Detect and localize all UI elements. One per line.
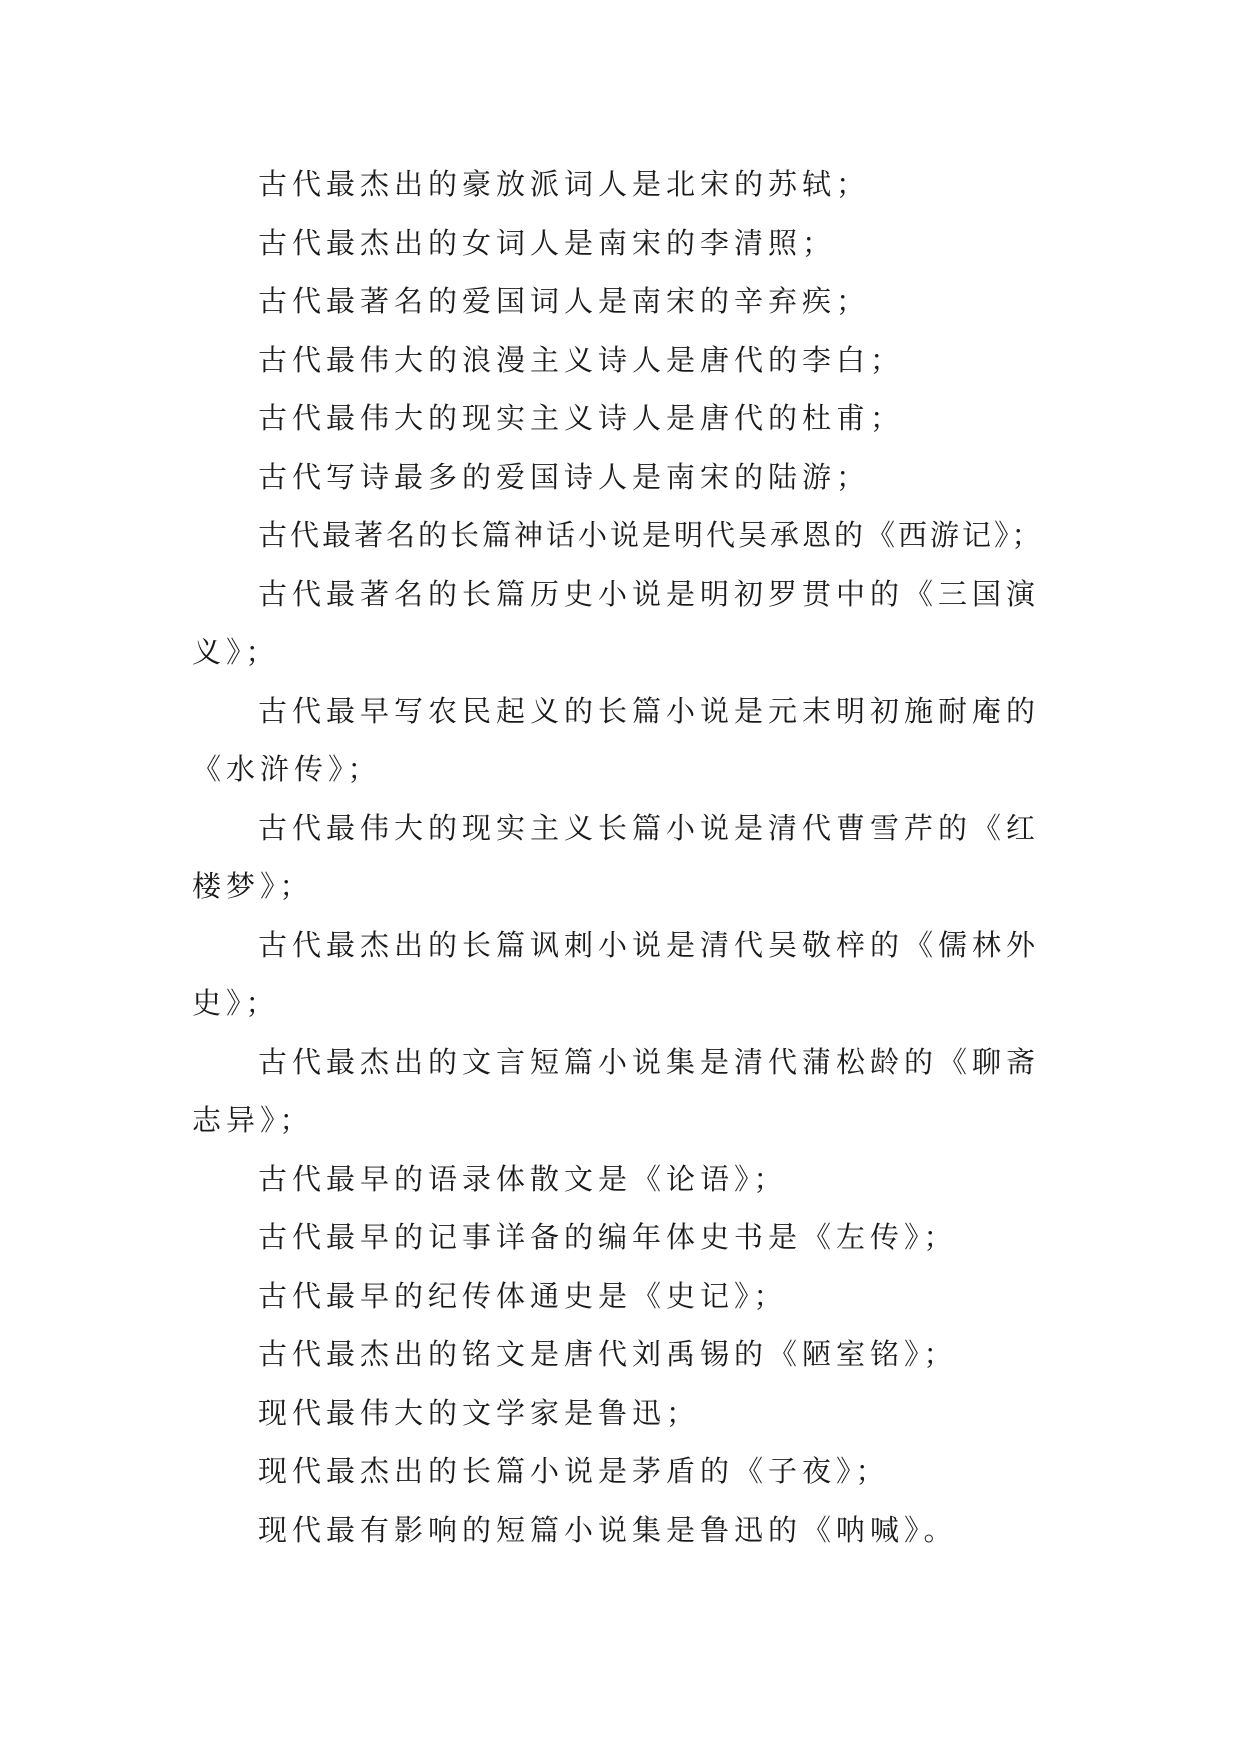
paragraph-5: 古代最伟大的现实主义诗人是唐代的杜甫； [258,401,905,435]
paragraph-15: 古代最早的纪传体通史是《史记》； [258,1278,788,1313]
paragraph-13: 古代最早的语录体散文是《论语》； [258,1161,788,1196]
paragraph-9: 古代最早写农民起义的长篇小说是元末明初施耐庵的《水浒传》； [192,693,1041,786]
paragraph-6: 古代写诗最多的爱国诗人是南宋的陆游； [258,459,871,494]
paragraph-11: 古代最杰出的长篇讽刺小说是清代吴敬梓的《儒林外史》； [192,927,1041,1020]
paragraph-16: 古代最杰出的铭文是唐代刘禹锡的《陋室铭》； [258,1337,958,1371]
paragraph-8: 古代最著名的长篇历史小说是明初罗贯中的《三国演义》； [192,576,1041,669]
paragraph-17: 现代最伟大的文学家是鲁迅； [258,1395,701,1430]
paragraph-19: 现代最有影响的短篇小说集是鲁迅的《呐喊》。 [258,1512,958,1547]
document-body [192,155,1050,1559]
paragraph-18: 现代最杰出的长篇小说是茅盾的《子夜》； [258,1454,890,1488]
paragraph-10: 古代最伟大的现实主义长篇小说是清代曹雪芹的《红楼梦》； [192,810,1041,903]
paragraph-7: 古代最著名的长篇神话小说是明代吴承恩的《西游记》； [258,518,1044,552]
paragraph-4: 古代最伟大的浪漫主义诗人是唐代的李白； [258,342,905,377]
paragraph-12: 古代最杰出的文言短篇小说集是清代蒲松龄的《聊斋志异》； [192,1044,1041,1137]
paragraph-1: 古代最杰出的豪放派词人是北宋的苏轼； [258,167,871,201]
paragraph-14: 古代最早的记事详备的编年体史书是《左传》； [258,1220,958,1254]
paragraph-2: 古代最杰出的女词人是南宋的李清照； [258,225,837,260]
paragraph-3: 古代最著名的爱国词人是南宋的辛弃疾； [258,284,871,318]
